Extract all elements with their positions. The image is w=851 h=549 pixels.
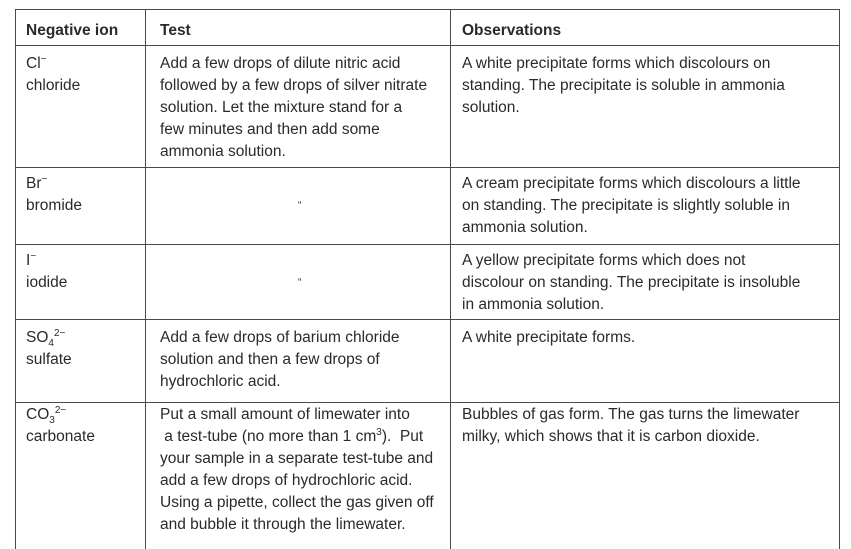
ditto-mark: “ xyxy=(298,200,302,211)
header-divider xyxy=(15,45,840,46)
table-border-left xyxy=(15,9,16,549)
observation-line: A yellow precipitate forms which does not xyxy=(462,252,746,269)
table-row-observations xyxy=(462,53,785,119)
row-divider xyxy=(15,244,840,245)
test-line: hydrochloric acid. xyxy=(160,373,281,390)
observation-line: A white precipitate forms which discolours on xyxy=(462,55,771,72)
table-row-observations xyxy=(462,250,800,316)
observation-line: Bubbles of gas form. The gas turns the limewater xyxy=(462,406,800,423)
ion-name: iodide xyxy=(26,274,68,291)
test-line: your sample in a separate test-tube and xyxy=(160,450,434,467)
header-negative-ion: Negative ion xyxy=(26,22,119,39)
test-line: add a few drops of hydrochloric acid. xyxy=(160,472,413,489)
column-divider xyxy=(450,9,451,549)
ion-formula: $SO_4^{2-}$ xyxy=(26,327,66,350)
test-line: solution and then a few drops of xyxy=(160,351,380,368)
test-line: solution. Let the mixture stand for a xyxy=(160,99,403,116)
header-test: Test xyxy=(160,22,191,39)
observation-line: in ammonia solution. xyxy=(462,296,605,313)
test-line: few minutes and then add some xyxy=(160,121,380,138)
table-row-test xyxy=(160,404,434,536)
observation-line: A cream precipitate forms which discolours a little xyxy=(462,175,801,192)
observation-line: A white precipitate forms. xyxy=(462,329,636,346)
observation-line: standing. The precipitate is soluble in ammonia xyxy=(462,77,785,94)
table-row-observations xyxy=(462,404,799,448)
table-border-top xyxy=(15,9,840,10)
ion-formula: Cl− xyxy=(26,53,47,72)
table-row-ion xyxy=(26,250,67,294)
header-observations: Observations xyxy=(462,22,562,39)
ion-name: sulfate xyxy=(26,351,72,368)
row-divider xyxy=(15,402,840,403)
ditto-mark: “ xyxy=(298,277,302,288)
table-row-observations xyxy=(462,173,801,239)
ion-name: chloride xyxy=(26,77,81,94)
ion-name: bromide xyxy=(26,197,82,214)
row-divider xyxy=(15,167,840,168)
table-row-ion xyxy=(26,53,80,97)
test-line: Put a small amount of limewater into xyxy=(160,406,410,423)
ion-tests-table xyxy=(15,9,840,549)
test-line: ammonia solution. xyxy=(160,143,286,160)
table-row-observations xyxy=(462,327,635,349)
column-divider xyxy=(145,9,146,549)
ion-name: carbonate xyxy=(26,428,95,445)
observation-line: milky, which shows that it is carbon dioxide. xyxy=(462,428,760,445)
ion-formula: Br− xyxy=(26,173,48,192)
test-line: followed by a few drops of silver nitrate xyxy=(160,77,428,94)
table-row-ion xyxy=(26,404,95,448)
test-line: Add a few drops of dilute nitric acid xyxy=(160,55,401,72)
test-line: Add a few drops of barium chloride xyxy=(160,329,400,346)
row-divider xyxy=(15,319,840,320)
observation-line: on standing. The precipitate is slightly soluble in xyxy=(462,197,790,214)
table-row-ion xyxy=(26,327,72,371)
ion-formula: I− xyxy=(26,250,37,269)
test-line: and bubble it through the limewater. xyxy=(160,516,406,533)
table-row-test xyxy=(160,327,400,393)
test-line: a test-tube (no more than 1 $cm^3$). Put xyxy=(160,426,424,445)
table-border-right xyxy=(839,9,840,549)
ion-formula: $CO_3^{2-}$ xyxy=(26,404,67,427)
table-row-test xyxy=(160,53,427,163)
observation-line: ammonia solution. xyxy=(462,219,588,236)
table-row-ion xyxy=(26,173,82,217)
observation-line: discolour on standing. The precipitate is insoluble xyxy=(462,274,801,291)
test-line: Using a pipette, collect the gas given off xyxy=(160,494,434,511)
observation-line: solution. xyxy=(462,99,520,116)
